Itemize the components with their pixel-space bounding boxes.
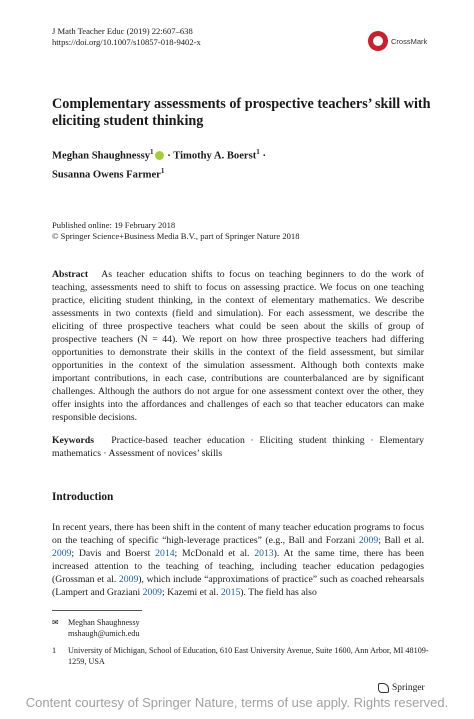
keywords-section [52,434,424,460]
intro-text: In recent years, there has been shift in the content of many teacher education programs to focus on the teaching of specific “high-leverage practices” (e.g., Ball and Forzani [52,522,424,546]
journal-header [52,26,201,48]
envelope-icon: ✉ [52,618,59,627]
intro-text: ; McDonald et al. [174,548,255,559]
citation-link[interactable]: 2009 [52,548,72,559]
introduction-paragraph [52,521,424,599]
article-title: Complementary assessments of prospective teachers’ skill with eliciting student thinking [52,96,431,129]
author-name[interactable]: Susanna Owens Farmer [52,169,161,181]
keywords-heading: Keywords [52,435,94,446]
intro-text: ; Kazemi et al. [162,587,221,598]
published-date: Published online: 19 February 2018 [52,220,176,230]
doi-link[interactable]: https://doi.org/10.1007/s10857-018-9402-x [52,37,201,47]
springer-horse-icon [378,683,389,693]
affiliation-footnote [52,645,432,667]
footnote-divider [52,610,142,611]
intro-text: ; Davis and Boerst [71,548,156,559]
abstract-section [52,268,424,424]
author-separator: · [262,150,266,162]
crossmark-badge[interactable] [368,30,444,52]
crossmark-label: CrossMark [391,36,428,46]
abstract-text: As teacher education shifts to focus on teaching beginners to do the work of teaching, assessments need to shift to focus on assessing practice. We focus on one teaching practice, eliciting student thinking, in the context of elementary mathematics. We describe assessments in two contexts (field and simulation). For each assessment, we describe the eliciting of three prospective teachers what could be seen about the skills of group of prospective teachers (N = 44). We report on how three prospective teachers had differing opportunities to demonstrate their skills in the context of the field assessment, but similar opportunities in the context of the simulation assessment. Although both contexts make important contributions, in each case, contributions are counterbalanced are by significant challenges. Although the authors do not argue for one assessment context over the other, they offer insights into the affordances and challenges of each so that teacher educators can make responsible decisions. [52,269,424,423]
journal-citation: J Math Teacher Educ (2019) 22:607–638 [52,26,193,36]
crossmark-icon [368,31,388,51]
intro-text: ). At the same time, there has been increased attention to the teaching of teaching, including teacher education pedagogies (Grossman et al. [52,548,424,585]
abstract-heading: Abstract [52,269,89,280]
author-name[interactable]: Meghan Shaughnessy [52,150,151,162]
affiliation-marker: 1 [150,148,154,156]
citation-link[interactable]: 2009 [358,535,379,546]
publisher-name: Springer [392,683,425,693]
citation-link[interactable]: 2015 [220,587,241,598]
keywords-text: Practice-based teacher education · Eliciting student thinking · Elementary mathematics · Assessment of novices’ skills [52,435,424,459]
author-separator: · [167,150,171,162]
intro-text: ; Ball et al. [378,535,424,546]
contact-name: Meghan Shaughnessy [68,618,140,627]
courtesy-notice: Content courtesy of Springer Nature, terms of use apply. Rights reserved. [25,695,449,710]
citation-link[interactable]: 2014 [155,548,175,559]
intro-text: ). The field has also [240,587,317,598]
orcid-icon[interactable] [155,151,164,160]
citation-link[interactable]: 2009 [118,574,139,585]
copyright-line: © Springer Science+Business Media B.V., part of Springer Nature 2018 [52,231,300,241]
citation-link[interactable]: 2013 [254,548,274,559]
publication-info [52,220,432,242]
affiliation-text: University of Michigan, School of Education, 610 East University Avenue, Suite 1600, Ann Arbor, MI 48109-1259, USA [68,646,429,666]
contact-footnote [52,617,432,639]
affiliation-marker: 1 [160,166,165,175]
citation-link[interactable]: 2009 [142,587,163,598]
introduction-heading: Introduction [52,491,114,503]
intro-text: ), which include “approximations of practice” such as coached rehearsals (Lampert and Graziani [52,574,424,598]
springer-logo [378,683,425,693]
author-name[interactable]: Timothy A. Boerst [173,150,257,162]
affiliation-marker: 1 [256,148,260,156]
affiliation-number: 1 [52,646,57,655]
author-list [52,145,432,182]
contact-email[interactable]: mshaugh@umich.edu [68,629,140,638]
